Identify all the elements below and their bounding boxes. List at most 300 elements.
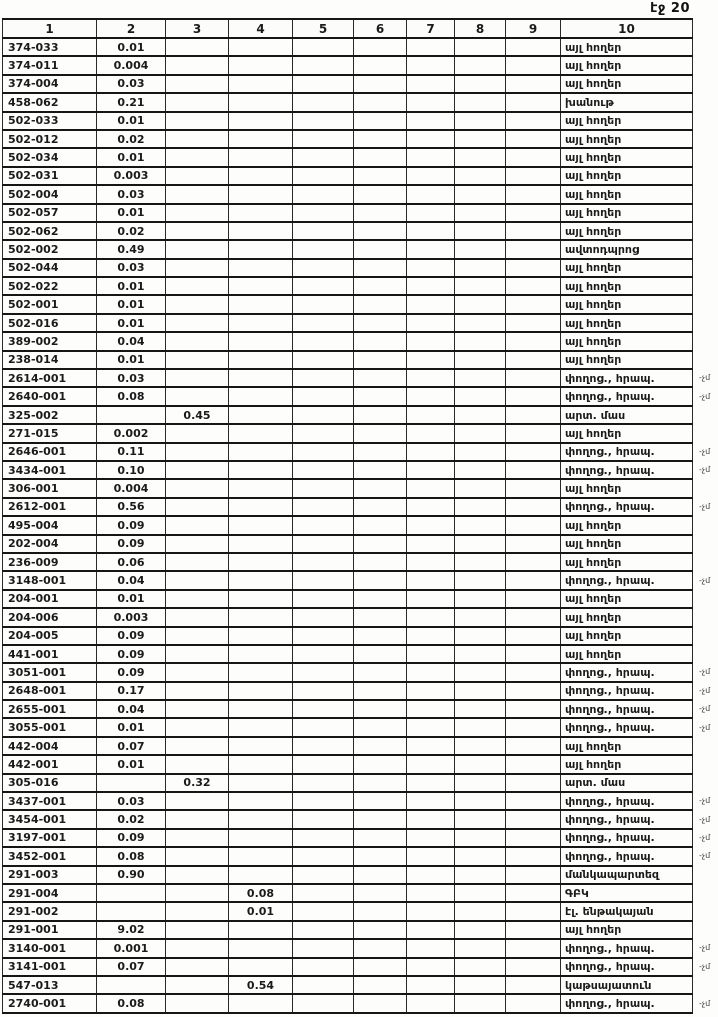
- empty-cell-col7: [407, 185, 455, 203]
- land-use-cell: այլ հողեր: [561, 424, 693, 442]
- empty-cell-col5: [293, 939, 354, 957]
- land-use-cell: այլ հողեր: [561, 204, 693, 222]
- parcel-code-cell: 325-002: [3, 406, 97, 424]
- empty-cell-col8: [455, 93, 506, 111]
- land-use-cell: խանութ: [561, 93, 693, 111]
- area-value-cell-col3: [166, 204, 229, 222]
- area-value-cell-col3: [166, 535, 229, 553]
- empty-cell-col6: [354, 75, 407, 93]
- empty-cell-col8: [455, 443, 506, 461]
- area-value-cell-col2: 0.08: [97, 994, 166, 1012]
- table-row: [3, 884, 718, 902]
- empty-cell-col8: [455, 332, 506, 350]
- area-value-cell-col3: [166, 866, 229, 884]
- table-row: [3, 682, 718, 700]
- margin-note: [693, 351, 718, 369]
- empty-cell-col7: [407, 93, 455, 111]
- empty-cell-col6: [354, 810, 407, 828]
- land-use-cell: այլ հողեր: [561, 167, 693, 185]
- area-value-cell-col4: [229, 663, 293, 681]
- area-value-cell-col4: [229, 792, 293, 810]
- area-value-cell-col2: 0.09: [97, 535, 166, 553]
- area-value-cell-col4: [229, 737, 293, 755]
- empty-cell-col7: [407, 847, 455, 865]
- empty-cell-col7: [407, 829, 455, 847]
- empty-cell-col9: [506, 737, 561, 755]
- empty-cell-col6: [354, 700, 407, 718]
- empty-cell-col5: [293, 553, 354, 571]
- empty-cell-col6: [354, 792, 407, 810]
- parcel-code-cell: 502-044: [3, 259, 97, 277]
- empty-cell-col5: [293, 351, 354, 369]
- margin-note: [693, 204, 718, 222]
- empty-cell-col8: [455, 663, 506, 681]
- area-value-cell-col2: 0.02: [97, 130, 166, 148]
- empty-cell-col7: [407, 810, 455, 828]
- empty-cell-col9: [506, 295, 561, 313]
- land-use-cell: այլ հողեր: [561, 332, 693, 350]
- empty-cell-col5: [293, 571, 354, 589]
- parcel-code-cell: 502-001: [3, 295, 97, 313]
- empty-cell-col6: [354, 553, 407, 571]
- empty-cell-col5: [293, 829, 354, 847]
- empty-cell-col8: [455, 314, 506, 332]
- area-value-cell-col3: [166, 387, 229, 405]
- area-value-cell-col3: [166, 498, 229, 516]
- area-value-cell-col3: [166, 75, 229, 93]
- table-row: [3, 737, 718, 755]
- parcel-code-cell: 3148-001: [3, 571, 97, 589]
- empty-cell-col5: [293, 38, 354, 56]
- margin-note: [693, 553, 718, 571]
- margin-note: [693, 774, 718, 792]
- empty-cell-col9: [506, 56, 561, 74]
- empty-cell-col9: [506, 369, 561, 387]
- parcel-code-cell: 3051-001: [3, 663, 97, 681]
- empty-cell-col6: [354, 406, 407, 424]
- parcel-code-cell: 502-016: [3, 314, 97, 332]
- parcel-code-cell: 3434-001: [3, 461, 97, 479]
- empty-cell-col8: [455, 479, 506, 497]
- parcel-code-cell: 3197-001: [3, 829, 97, 847]
- area-value-cell-col4: [229, 167, 293, 185]
- parcel-code-cell: 442-004: [3, 737, 97, 755]
- area-value-cell-col4: 0.08: [229, 884, 293, 902]
- area-value-cell-col4: [229, 424, 293, 442]
- empty-cell-col6: [354, 461, 407, 479]
- empty-cell-col5: [293, 884, 354, 902]
- column-header-6: 6: [354, 19, 407, 38]
- empty-cell-col7: [407, 976, 455, 994]
- table-row: [3, 516, 718, 534]
- area-value-cell-col2: [97, 902, 166, 920]
- parcel-code-cell: 204-001: [3, 590, 97, 608]
- margin-note: -չմ: [699, 667, 711, 677]
- empty-cell-col5: [293, 406, 354, 424]
- empty-cell-col8: [455, 351, 506, 369]
- parcel-code-cell: 204-005: [3, 627, 97, 645]
- land-use-cell: փողոց., հրապ.: [561, 700, 693, 718]
- column-header-8: 8: [455, 19, 506, 38]
- area-value-cell-col2: 9.02: [97, 921, 166, 939]
- empty-cell-col9: [506, 921, 561, 939]
- parcel-code-cell: 502-004: [3, 185, 97, 203]
- empty-cell-col8: [455, 627, 506, 645]
- empty-cell-col9: [506, 461, 561, 479]
- empty-cell-col9: [506, 204, 561, 222]
- parcel-code-cell: 2655-001: [3, 700, 97, 718]
- empty-cell-col8: [455, 204, 506, 222]
- table-row: [3, 829, 718, 847]
- empty-cell-col6: [354, 443, 407, 461]
- area-value-cell-col3: [166, 627, 229, 645]
- area-value-cell-col2: 0.004: [97, 479, 166, 497]
- area-value-cell-col3: [166, 461, 229, 479]
- column-header-9: 9: [506, 19, 561, 38]
- table-row: [3, 314, 718, 332]
- table-row: [3, 994, 718, 1012]
- area-value-cell-col3: [166, 479, 229, 497]
- empty-cell-col9: [506, 516, 561, 534]
- empty-cell-col5: [293, 332, 354, 350]
- area-value-cell-col4: 0.54: [229, 976, 293, 994]
- parcel-code-cell: 502-062: [3, 222, 97, 240]
- empty-cell-col9: [506, 847, 561, 865]
- area-value-cell-col4: [229, 277, 293, 295]
- empty-cell-col5: [293, 774, 354, 792]
- land-use-cell: այլ հողեր: [561, 148, 693, 166]
- empty-cell-col6: [354, 866, 407, 884]
- land-use-cell: այլ հողեր: [561, 112, 693, 130]
- area-value-cell-col3: [166, 259, 229, 277]
- area-value-cell-col2: 0.10: [97, 461, 166, 479]
- area-value-cell-col4: [229, 535, 293, 553]
- table-row: [3, 718, 718, 736]
- land-use-cell: այլ հողեր: [561, 75, 693, 93]
- empty-cell-col7: [407, 112, 455, 130]
- parcel-code-cell: 502-057: [3, 204, 97, 222]
- area-value-cell-col4: [229, 994, 293, 1012]
- table-row: [3, 277, 718, 295]
- empty-cell-col5: [293, 682, 354, 700]
- area-value-cell-col2: 0.03: [97, 792, 166, 810]
- area-value-cell-col2: [97, 976, 166, 994]
- area-value-cell-col2: 0.03: [97, 259, 166, 277]
- empty-cell-col5: [293, 958, 354, 976]
- area-value-cell-col3: [166, 682, 229, 700]
- area-value-cell-col3: [166, 921, 229, 939]
- empty-cell-col5: [293, 93, 354, 111]
- area-value-cell-col4: [229, 93, 293, 111]
- area-value-cell-col2: 0.08: [97, 847, 166, 865]
- margin-note: [693, 590, 718, 608]
- empty-cell-col9: [506, 535, 561, 553]
- margin-note: [693, 167, 718, 185]
- empty-cell-col9: [506, 424, 561, 442]
- empty-cell-col7: [407, 958, 455, 976]
- table-row: [3, 75, 718, 93]
- margin-note: -չմ: [699, 685, 711, 695]
- empty-cell-col5: [293, 718, 354, 736]
- empty-cell-col9: [506, 351, 561, 369]
- column-header-5: 5: [293, 19, 354, 38]
- table-row: [3, 553, 718, 571]
- parcel-code-cell: 271-015: [3, 424, 97, 442]
- empty-cell-col8: [455, 847, 506, 865]
- parcel-code-cell: 291-002: [3, 902, 97, 920]
- empty-cell-col7: [407, 755, 455, 773]
- parcel-code-cell: 502-034: [3, 148, 97, 166]
- empty-cell-col9: [506, 866, 561, 884]
- margin-note: -չմ: [699, 575, 711, 585]
- table-row: [3, 56, 718, 74]
- area-value-cell-col2: 0.04: [97, 571, 166, 589]
- land-use-cell: այլ հողեր: [561, 277, 693, 295]
- area-value-cell-col2: 0.09: [97, 663, 166, 681]
- area-value-cell-col3: [166, 755, 229, 773]
- empty-cell-col6: [354, 939, 407, 957]
- table-row: [3, 222, 718, 240]
- area-value-cell-col3: [166, 369, 229, 387]
- area-value-cell-col3: [166, 958, 229, 976]
- parcel-code-cell: 291-001: [3, 921, 97, 939]
- area-value-cell-col2: 0.07: [97, 958, 166, 976]
- empty-cell-col5: [293, 185, 354, 203]
- area-value-cell-col4: [229, 958, 293, 976]
- empty-cell-col9: [506, 75, 561, 93]
- area-value-cell-col4: [229, 112, 293, 130]
- area-value-cell-col2: 0.03: [97, 75, 166, 93]
- margin-note: [693, 112, 718, 130]
- empty-cell-col8: [455, 921, 506, 939]
- empty-cell-col5: [293, 590, 354, 608]
- area-value-cell-col4: [229, 351, 293, 369]
- empty-cell-col5: [293, 921, 354, 939]
- land-use-cell: կաթսայատուն: [561, 976, 693, 994]
- empty-cell-col8: [455, 75, 506, 93]
- land-use-cell: փողոց., հրապ.: [561, 829, 693, 847]
- empty-cell-col9: [506, 387, 561, 405]
- empty-cell-col7: [407, 774, 455, 792]
- area-value-cell-col4: [229, 38, 293, 56]
- empty-cell-col5: [293, 240, 354, 258]
- empty-cell-col9: [506, 553, 561, 571]
- land-use-cell: այլ հողեր: [561, 351, 693, 369]
- empty-cell-col7: [407, 222, 455, 240]
- empty-cell-col6: [354, 259, 407, 277]
- parcel-code-cell: 502-002: [3, 240, 97, 258]
- land-use-cell: այլ հողեր: [561, 479, 693, 497]
- area-value-cell-col4: [229, 700, 293, 718]
- empty-cell-col6: [354, 148, 407, 166]
- area-value-cell-col4: [229, 295, 293, 313]
- margin-note: -չմ: [699, 373, 711, 383]
- empty-cell-col9: [506, 222, 561, 240]
- area-value-cell-col3: [166, 718, 229, 736]
- area-value-cell-col4: [229, 516, 293, 534]
- empty-cell-col6: [354, 829, 407, 847]
- empty-cell-col8: [455, 792, 506, 810]
- land-parcel-table: [2, 18, 718, 1014]
- empty-cell-col9: [506, 571, 561, 589]
- empty-cell-col8: [455, 498, 506, 516]
- empty-cell-col6: [354, 498, 407, 516]
- empty-cell-col8: [455, 369, 506, 387]
- empty-cell-col5: [293, 259, 354, 277]
- land-use-cell: այլ հողեր: [561, 222, 693, 240]
- empty-cell-col6: [354, 958, 407, 976]
- land-use-cell: այլ հողեր: [561, 535, 693, 553]
- empty-cell-col9: [506, 958, 561, 976]
- table-row: [3, 590, 718, 608]
- empty-cell-col7: [407, 295, 455, 313]
- land-use-cell: այլ հողեր: [561, 38, 693, 56]
- table-row: [3, 424, 718, 442]
- area-value-cell-col4: [229, 608, 293, 626]
- table-row: [3, 498, 718, 516]
- empty-cell-col7: [407, 553, 455, 571]
- margin-note: [693, 185, 718, 203]
- area-value-cell-col4: [229, 627, 293, 645]
- land-use-cell: այլ հողեր: [561, 295, 693, 313]
- area-value-cell-col3: [166, 222, 229, 240]
- land-use-cell: փողոց., հրապ.: [561, 443, 693, 461]
- empty-cell-col5: [293, 994, 354, 1012]
- empty-cell-col8: [455, 112, 506, 130]
- empty-cell-col8: [455, 700, 506, 718]
- land-use-cell: փողոց., հրապ.: [561, 682, 693, 700]
- empty-cell-col5: [293, 222, 354, 240]
- empty-cell-col8: [455, 277, 506, 295]
- parcel-code-cell: 3437-001: [3, 792, 97, 810]
- empty-cell-col8: [455, 148, 506, 166]
- empty-cell-col5: [293, 498, 354, 516]
- empty-cell-col8: [455, 240, 506, 258]
- area-value-cell-col3: [166, 792, 229, 810]
- area-value-cell-col4: [229, 645, 293, 663]
- empty-cell-col5: [293, 663, 354, 681]
- area-value-cell-col2: 0.03: [97, 369, 166, 387]
- empty-cell-col5: [293, 535, 354, 553]
- parcel-code-cell: 495-004: [3, 516, 97, 534]
- table-row: [3, 958, 718, 976]
- area-value-cell-col4: [229, 369, 293, 387]
- empty-cell-col6: [354, 847, 407, 865]
- area-value-cell-col2: 0.04: [97, 332, 166, 350]
- empty-cell-col6: [354, 387, 407, 405]
- empty-cell-col9: [506, 718, 561, 736]
- empty-cell-col9: [506, 939, 561, 957]
- empty-cell-col6: [354, 627, 407, 645]
- empty-cell-col9: [506, 259, 561, 277]
- margin-note: [693, 56, 718, 74]
- margin-column-spacer: [693, 19, 718, 38]
- empty-cell-col6: [354, 737, 407, 755]
- area-value-cell-col4: [229, 461, 293, 479]
- area-value-cell-col4: [229, 222, 293, 240]
- margin-note: [693, 866, 718, 884]
- parcel-code-cell: 389-002: [3, 332, 97, 350]
- area-value-cell-col4: [229, 259, 293, 277]
- column-header-1: 1: [3, 19, 97, 38]
- empty-cell-col9: [506, 167, 561, 185]
- empty-cell-col5: [293, 645, 354, 663]
- empty-cell-col8: [455, 424, 506, 442]
- area-value-cell-col3: [166, 112, 229, 130]
- empty-cell-col9: [506, 277, 561, 295]
- table-row: [3, 38, 718, 56]
- area-value-cell-col4: [229, 240, 293, 258]
- empty-cell-col6: [354, 571, 407, 589]
- empty-cell-col8: [455, 535, 506, 553]
- area-value-cell-col2: 0.02: [97, 222, 166, 240]
- empty-cell-col5: [293, 424, 354, 442]
- area-value-cell-col3: [166, 148, 229, 166]
- area-value-cell-col2: 0.06: [97, 553, 166, 571]
- area-value-cell-col3: [166, 424, 229, 442]
- land-use-cell: այլ հողեր: [561, 56, 693, 74]
- parcel-code-cell: 441-001: [3, 645, 97, 663]
- empty-cell-col8: [455, 755, 506, 773]
- empty-cell-col7: [407, 38, 455, 56]
- area-value-cell-col3: [166, 516, 229, 534]
- area-value-cell-col2: 0.01: [97, 718, 166, 736]
- table-row: [3, 902, 718, 920]
- empty-cell-col7: [407, 424, 455, 442]
- margin-note: -չմ: [699, 961, 711, 971]
- area-value-cell-col2: 0.11: [97, 443, 166, 461]
- land-use-cell: փողոց., հրապ.: [561, 958, 693, 976]
- area-value-cell-col3: [166, 645, 229, 663]
- empty-cell-col7: [407, 387, 455, 405]
- empty-cell-col8: [455, 939, 506, 957]
- empty-cell-col7: [407, 737, 455, 755]
- table-row: [3, 921, 718, 939]
- margin-note: [693, 737, 718, 755]
- area-value-cell-col2: 0.01: [97, 148, 166, 166]
- parcel-code-cell: 442-001: [3, 755, 97, 773]
- empty-cell-col6: [354, 351, 407, 369]
- margin-note: -չմ: [699, 998, 711, 1008]
- column-header-3: 3: [166, 19, 229, 38]
- empty-cell-col8: [455, 387, 506, 405]
- margin-note: [693, 516, 718, 534]
- table-row: [3, 663, 718, 681]
- empty-cell-col6: [354, 38, 407, 56]
- empty-cell-col6: [354, 93, 407, 111]
- empty-cell-col7: [407, 56, 455, 74]
- area-value-cell-col3: [166, 93, 229, 111]
- table-row: [3, 93, 718, 111]
- area-value-cell-col2: 0.01: [97, 204, 166, 222]
- margin-note: -չմ: [699, 796, 711, 806]
- area-value-cell-col3: [166, 994, 229, 1012]
- table-row: [3, 774, 718, 792]
- empty-cell-col5: [293, 56, 354, 74]
- area-value-cell-col3: 0.32: [166, 774, 229, 792]
- empty-cell-col5: [293, 866, 354, 884]
- area-value-cell-col3: 0.45: [166, 406, 229, 424]
- empty-cell-col8: [455, 259, 506, 277]
- area-value-cell-col2: 0.08: [97, 387, 166, 405]
- empty-cell-col9: [506, 902, 561, 920]
- margin-note: [693, 608, 718, 626]
- area-value-cell-col4: [229, 406, 293, 424]
- land-use-cell: ԳԲԿ: [561, 884, 693, 902]
- empty-cell-col8: [455, 829, 506, 847]
- table-row: [3, 295, 718, 313]
- area-value-cell-col4: [229, 755, 293, 773]
